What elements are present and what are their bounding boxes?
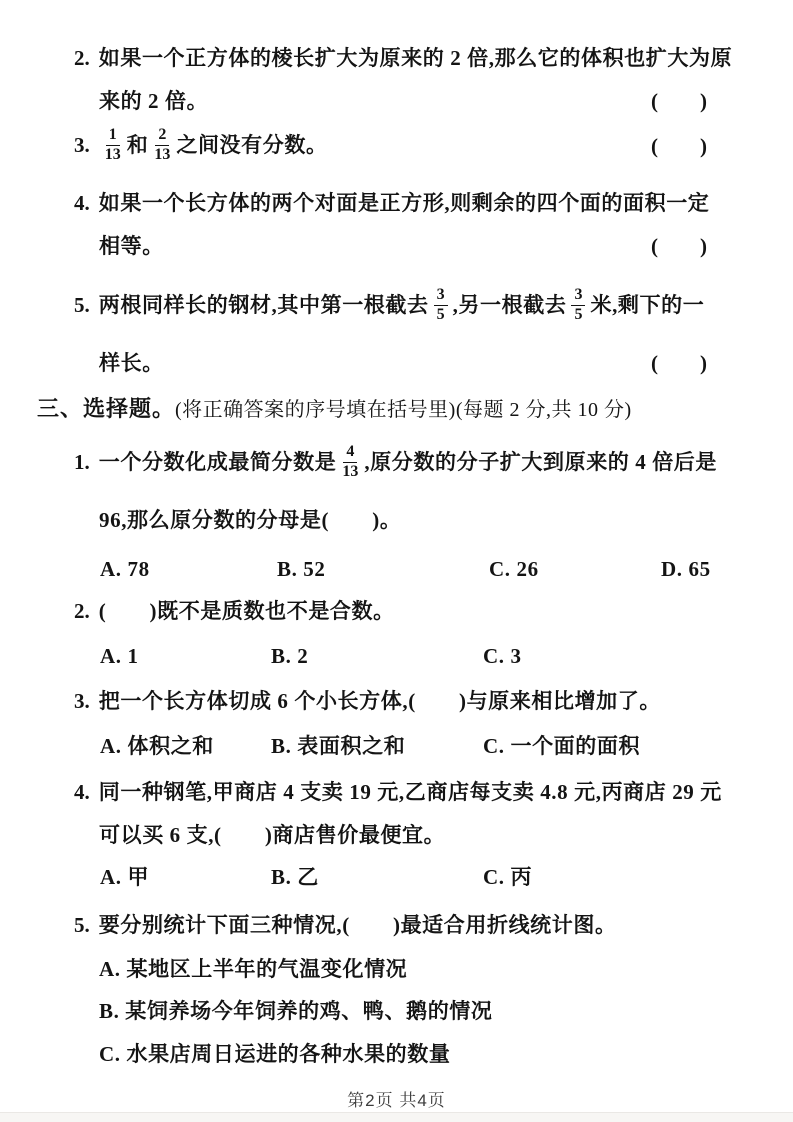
choice-q4-text1: 同一种钢笔,甲商店 4 支卖 19 元,乙商店每支卖 4.8 元,丙商店 29 元 — [98, 780, 722, 804]
judge-q2-text1: 如果一个正方体的棱长扩大为原来的 2 倍,那么它的体积也扩大为原 — [98, 46, 733, 70]
judge-q4-text2: 相等。 — [99, 234, 164, 258]
choice-q1-line2 — [99, 507, 401, 533]
judge-q3-line — [74, 123, 328, 167]
fraction-denominator: 13 — [342, 462, 359, 480]
judge-q2-line1 — [74, 45, 732, 71]
option-c: C. 3 — [483, 644, 522, 668]
choice-q1-text2: 96,那么原分数的分母是( )。 — [99, 508, 402, 532]
judge-q3-answer-bracket: ( ) — [651, 134, 707, 158]
option-b: B. 某饲养场今年饲养的鸡、鸭、鹅的情况 — [99, 999, 493, 1023]
fraction-numerator: 3 — [434, 286, 448, 305]
page-bottom-edge — [0, 1112, 793, 1122]
section3-title: 三、选择题。 — [37, 396, 176, 421]
judge-q5-line2 — [99, 350, 164, 376]
option-b: B. 2 — [271, 644, 309, 668]
judge-q5-text2: 样长。 — [99, 351, 164, 375]
judge-q5-text-pre: 两根同样长的钢材,其中第一根截去 — [98, 293, 429, 317]
choice-q4-options — [0, 864, 793, 890]
choice-q3-number: 3. — [74, 689, 90, 713]
judge-q3-text-mid: 和 — [126, 133, 149, 157]
section3-note: (将正确答案的序号填在括号里)(每题 2 分,共 10 分) — [175, 399, 632, 421]
judge-q2-answer-bracket: ( ) — [651, 89, 707, 113]
fraction-denominator: 13 — [154, 145, 171, 163]
judge-q4-line1 — [74, 190, 709, 216]
fraction-3-5 — [434, 286, 448, 324]
choice-q1-options — [0, 556, 793, 582]
choice-q2-line1 — [74, 598, 395, 624]
judge-q5-line1 — [74, 283, 704, 327]
option-a: A. 某地区上半年的气温变化情况 — [99, 957, 408, 981]
judge-q5-text-mid: ,另一根截去 — [452, 293, 567, 317]
judge-q4-line2 — [99, 233, 164, 259]
option-c: C. 丙 — [483, 865, 533, 889]
option-d: D. 65 — [661, 557, 711, 581]
choice-q5-option-b — [99, 998, 493, 1024]
judge-q2-number: 2. — [74, 46, 90, 70]
choice-q4-number: 4. — [74, 780, 90, 804]
choice-q5-line1 — [74, 912, 617, 938]
choice-q2-number: 2. — [74, 599, 90, 623]
choice-q3-line1 — [74, 688, 661, 714]
fraction-denominator: 5 — [574, 305, 583, 323]
judge-q3-text-post: 之间没有分数。 — [176, 133, 328, 157]
judge-q4-text1: 如果一个长方体的两个对面是正方形,则剩余的四个面的面积一定 — [98, 191, 710, 215]
choice-q4-line1 — [74, 779, 722, 805]
choice-q5-number: 5. — [74, 913, 90, 937]
fraction-denominator: 13 — [104, 145, 121, 163]
judge-q4-number: 4. — [74, 191, 90, 215]
fraction-numerator: 2 — [155, 126, 169, 145]
judge-q5-answer-bracket: ( ) — [651, 351, 707, 375]
option-c: C. 26 — [489, 557, 539, 581]
fraction-2-13 — [153, 126, 171, 164]
option-b: B. 52 — [277, 557, 326, 581]
choice-q1-line1 — [74, 440, 717, 484]
choice-q5-text1: 要分别统计下面三种情况,( )最适合用折线统计图。 — [98, 913, 617, 937]
fraction-denominator: 5 — [436, 305, 445, 323]
choice-q3-options — [0, 733, 793, 759]
choice-q5-option-a — [99, 956, 407, 982]
option-c: C. 一个面的面积 — [483, 734, 641, 758]
fraction-numerator: 1 — [106, 126, 120, 145]
fraction-4-13 — [341, 443, 359, 481]
option-c: C. 水果店周日运进的各种水果的数量 — [99, 1042, 451, 1066]
fraction-3-5-meters — [571, 286, 585, 324]
judge-q2-text2: 来的 2 倍。 — [99, 89, 209, 113]
fraction-numerator: 3 — [571, 286, 585, 305]
option-a: A. 78 — [100, 557, 150, 581]
fraction-1-13 — [104, 126, 122, 164]
choice-q1-text-post: ,原分数的分子扩大到原来的 4 倍后是 — [364, 450, 718, 474]
option-a: A. 1 — [100, 644, 139, 668]
judge-q3-number: 3. — [74, 133, 90, 157]
fraction-numerator: 4 — [343, 443, 357, 462]
choice-q3-text1: 把一个长方体切成 6 个小长方体,( )与原来相比增加了。 — [98, 689, 661, 713]
judge-q5-text-post: 米,剩下的一 — [590, 293, 705, 317]
section3-header — [37, 396, 632, 423]
option-b: B. 表面积之和 — [271, 734, 406, 758]
judge-q2-line2 — [99, 88, 208, 114]
choice-q4-line2 — [99, 822, 445, 848]
choice-q1-number: 1. — [74, 450, 90, 474]
option-b: B. 乙 — [271, 865, 319, 889]
judge-q5-number: 5. — [74, 293, 90, 317]
choice-q2-options — [0, 643, 793, 669]
option-a: A. 甲 — [100, 865, 150, 889]
page-number-footer: 第2页 共4页 — [347, 1091, 446, 1110]
choice-q1-text-pre: 一个分数化成最简分数是 — [98, 450, 337, 474]
choice-q5-option-c — [99, 1041, 450, 1067]
choice-q2-text1: ( )既不是质数也不是合数。 — [98, 599, 395, 623]
choice-q4-text2: 可以买 6 支,( )商店售价最便宜。 — [99, 823, 446, 847]
option-a: A. 体积之和 — [100, 734, 214, 758]
judge-q4-answer-bracket: ( ) — [651, 234, 707, 258]
